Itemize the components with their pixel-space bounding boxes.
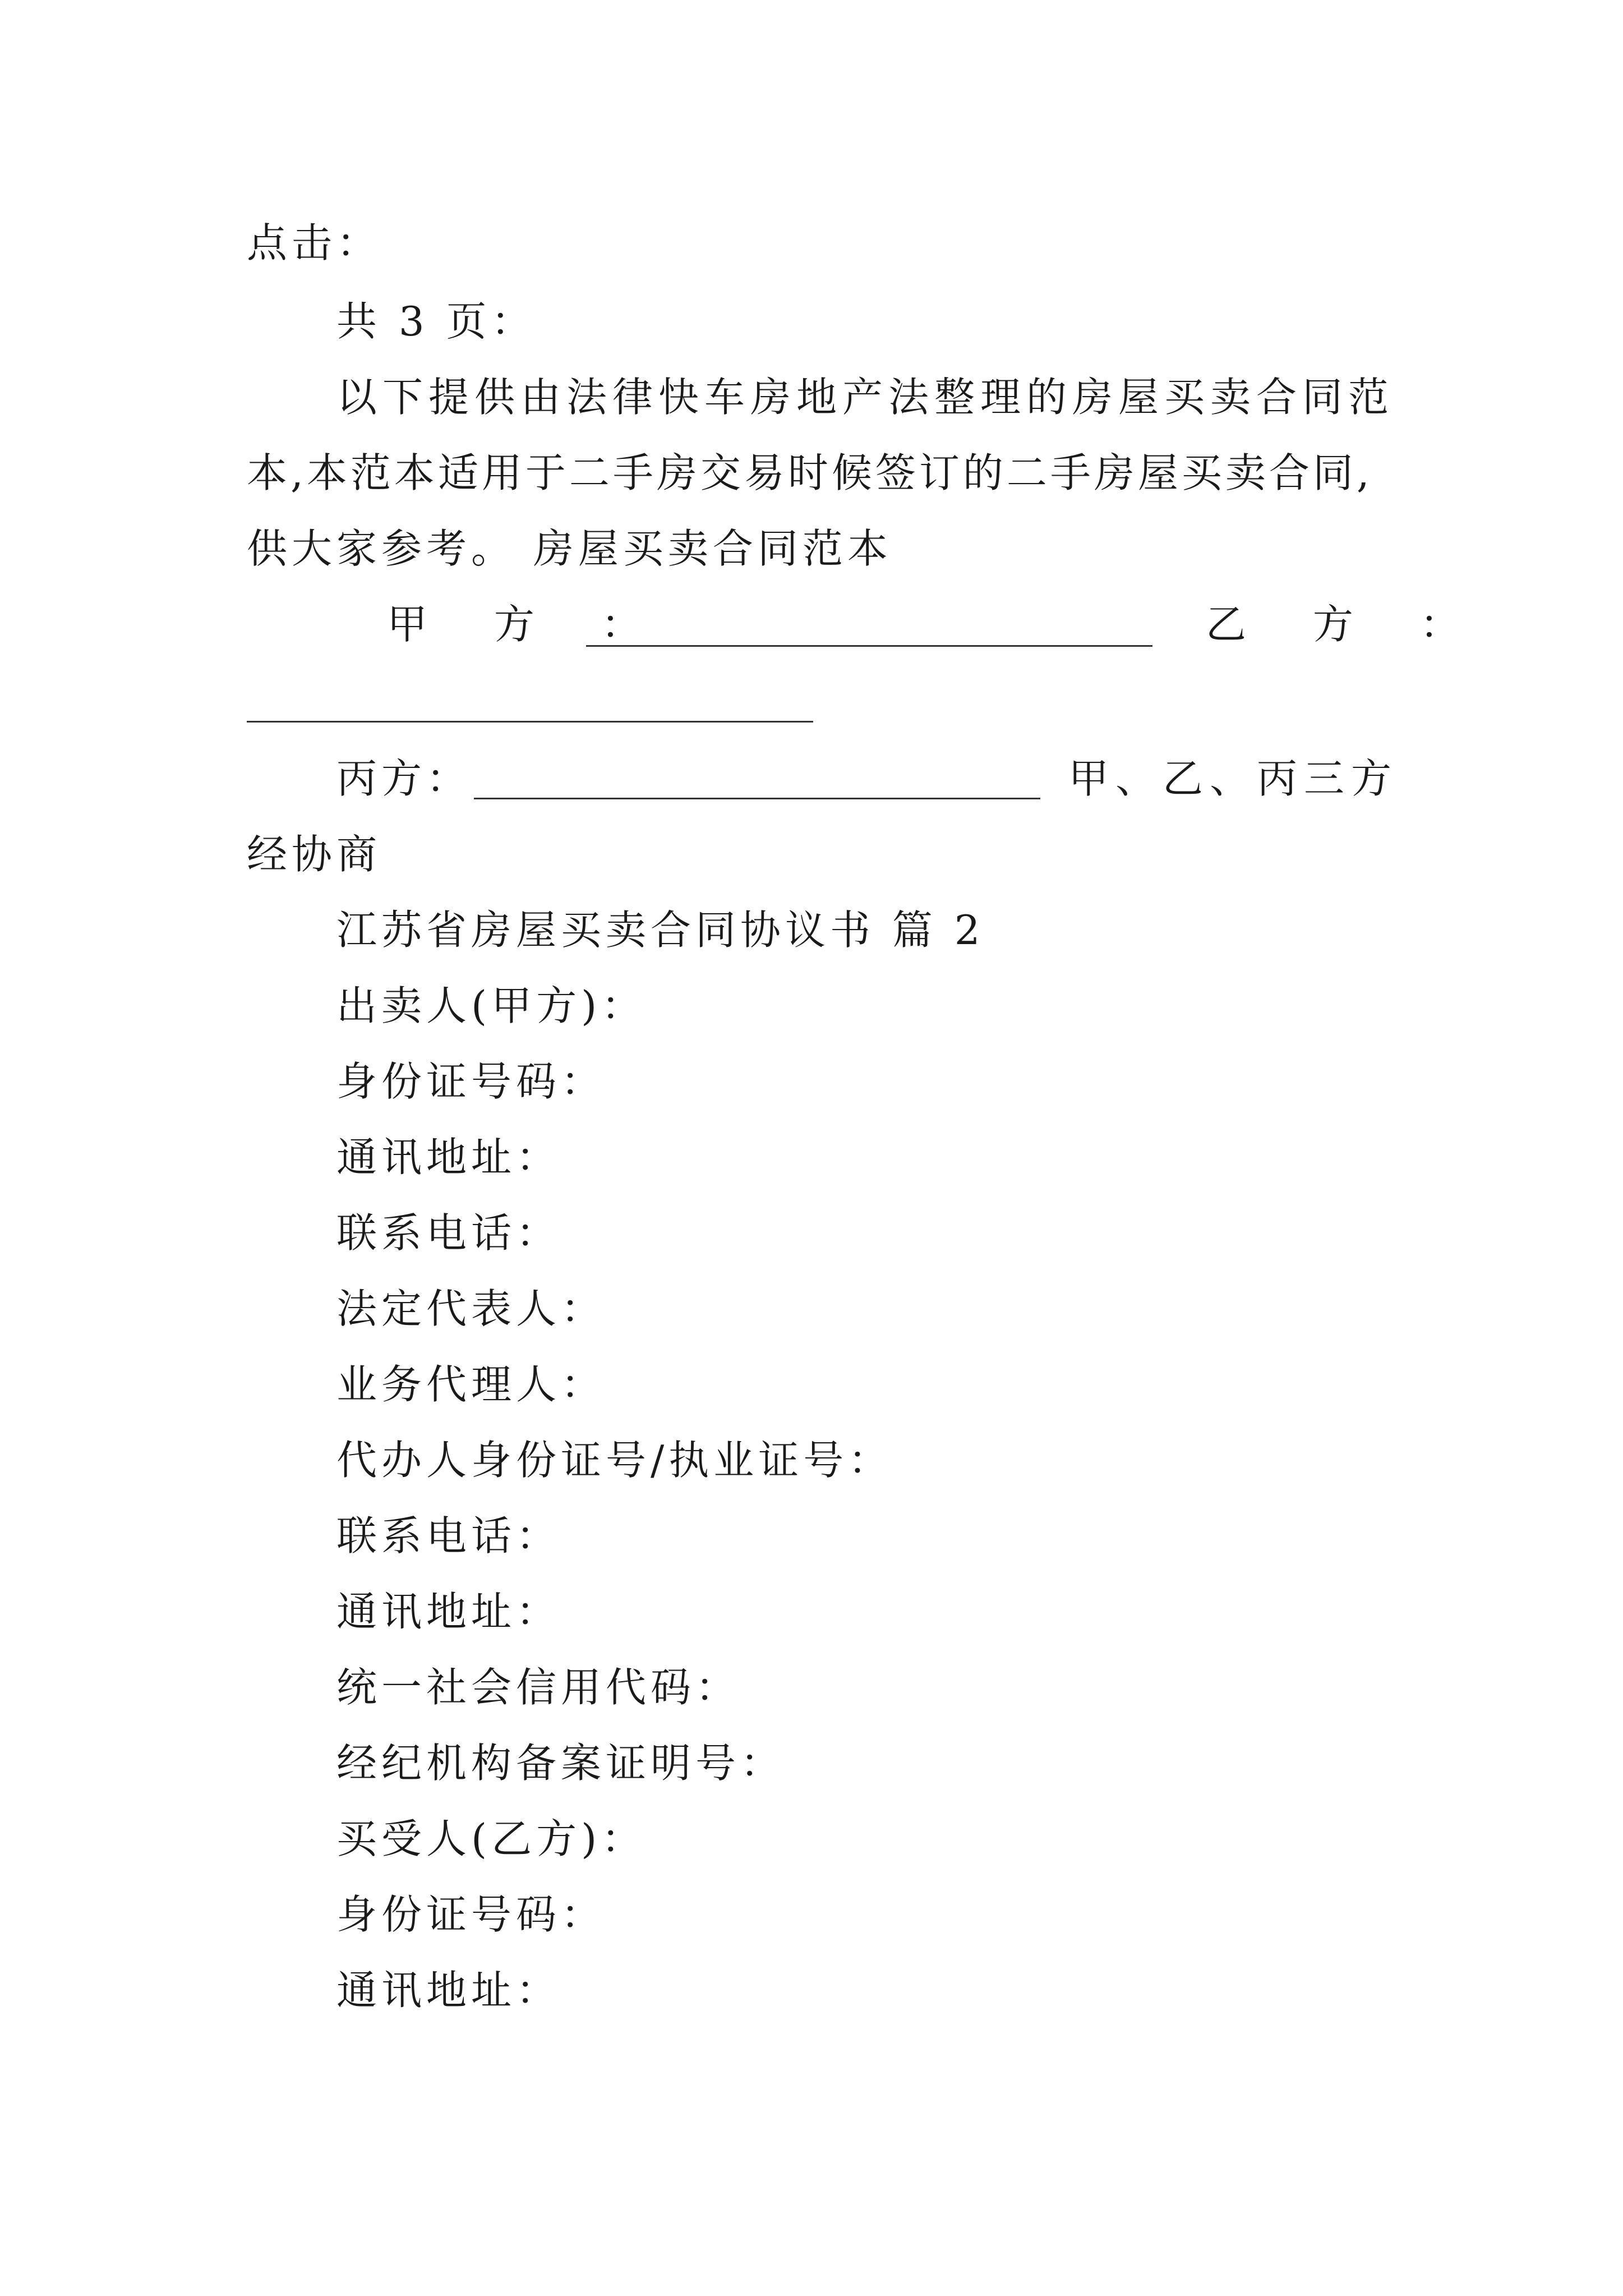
intro-line-2: 本,本范本适用于二手房交易时候签订的二手房屋买卖合同, xyxy=(247,449,1373,496)
intro-line-3: 供大家参考。 房屋买卖合同范本 xyxy=(247,525,892,572)
intro-line-1: 以下提供由法律快车房地产法整理的房屋买卖合同范 xyxy=(336,374,1395,421)
field-buyer: 买受人(乙方)： xyxy=(336,1815,647,1862)
party-c-label: 丙方： xyxy=(336,755,472,802)
party-a-blank xyxy=(586,645,1152,647)
field-seller: 出卖人(甲方)： xyxy=(336,982,647,1029)
field-buyer-address: 通讯地址： xyxy=(336,1967,561,2014)
total-pages: 共 3 页： xyxy=(336,298,536,345)
party-a-label: 甲 方 ： xyxy=(387,601,668,648)
three-party-text-cont: 经协商 xyxy=(247,831,382,878)
three-party-text: 甲、乙、丙三方 xyxy=(1068,755,1399,802)
field-agent-id: 代办人身份证号/执业证号： xyxy=(336,1437,893,1484)
field-seller-id: 身份证号码： xyxy=(336,1058,606,1105)
field-seller-phone: 联系电话： xyxy=(336,1209,561,1257)
section-title: 江苏省房屋买卖合同协议书 篇 2 xyxy=(336,907,985,954)
field-agent-phone: 联系电话： xyxy=(336,1512,561,1559)
party-c-blank xyxy=(474,798,1040,799)
party-b-blank xyxy=(247,721,813,723)
field-seller-address: 通讯地址： xyxy=(336,1134,561,1181)
field-agent: 业务代理人： xyxy=(336,1361,606,1408)
click-label: 点击： xyxy=(247,219,382,266)
party-b-label: 乙 方 ： xyxy=(1206,601,1487,648)
field-agency-record: 经纪机构备案证明号： xyxy=(336,1740,786,1787)
field-buyer-id: 身份证号码： xyxy=(336,1891,606,1938)
field-legal-rep: 法定代表人： xyxy=(336,1285,606,1332)
field-agent-address: 通讯地址： xyxy=(336,1588,561,1635)
field-credit-code: 统一社会信用代码： xyxy=(336,1664,741,1711)
